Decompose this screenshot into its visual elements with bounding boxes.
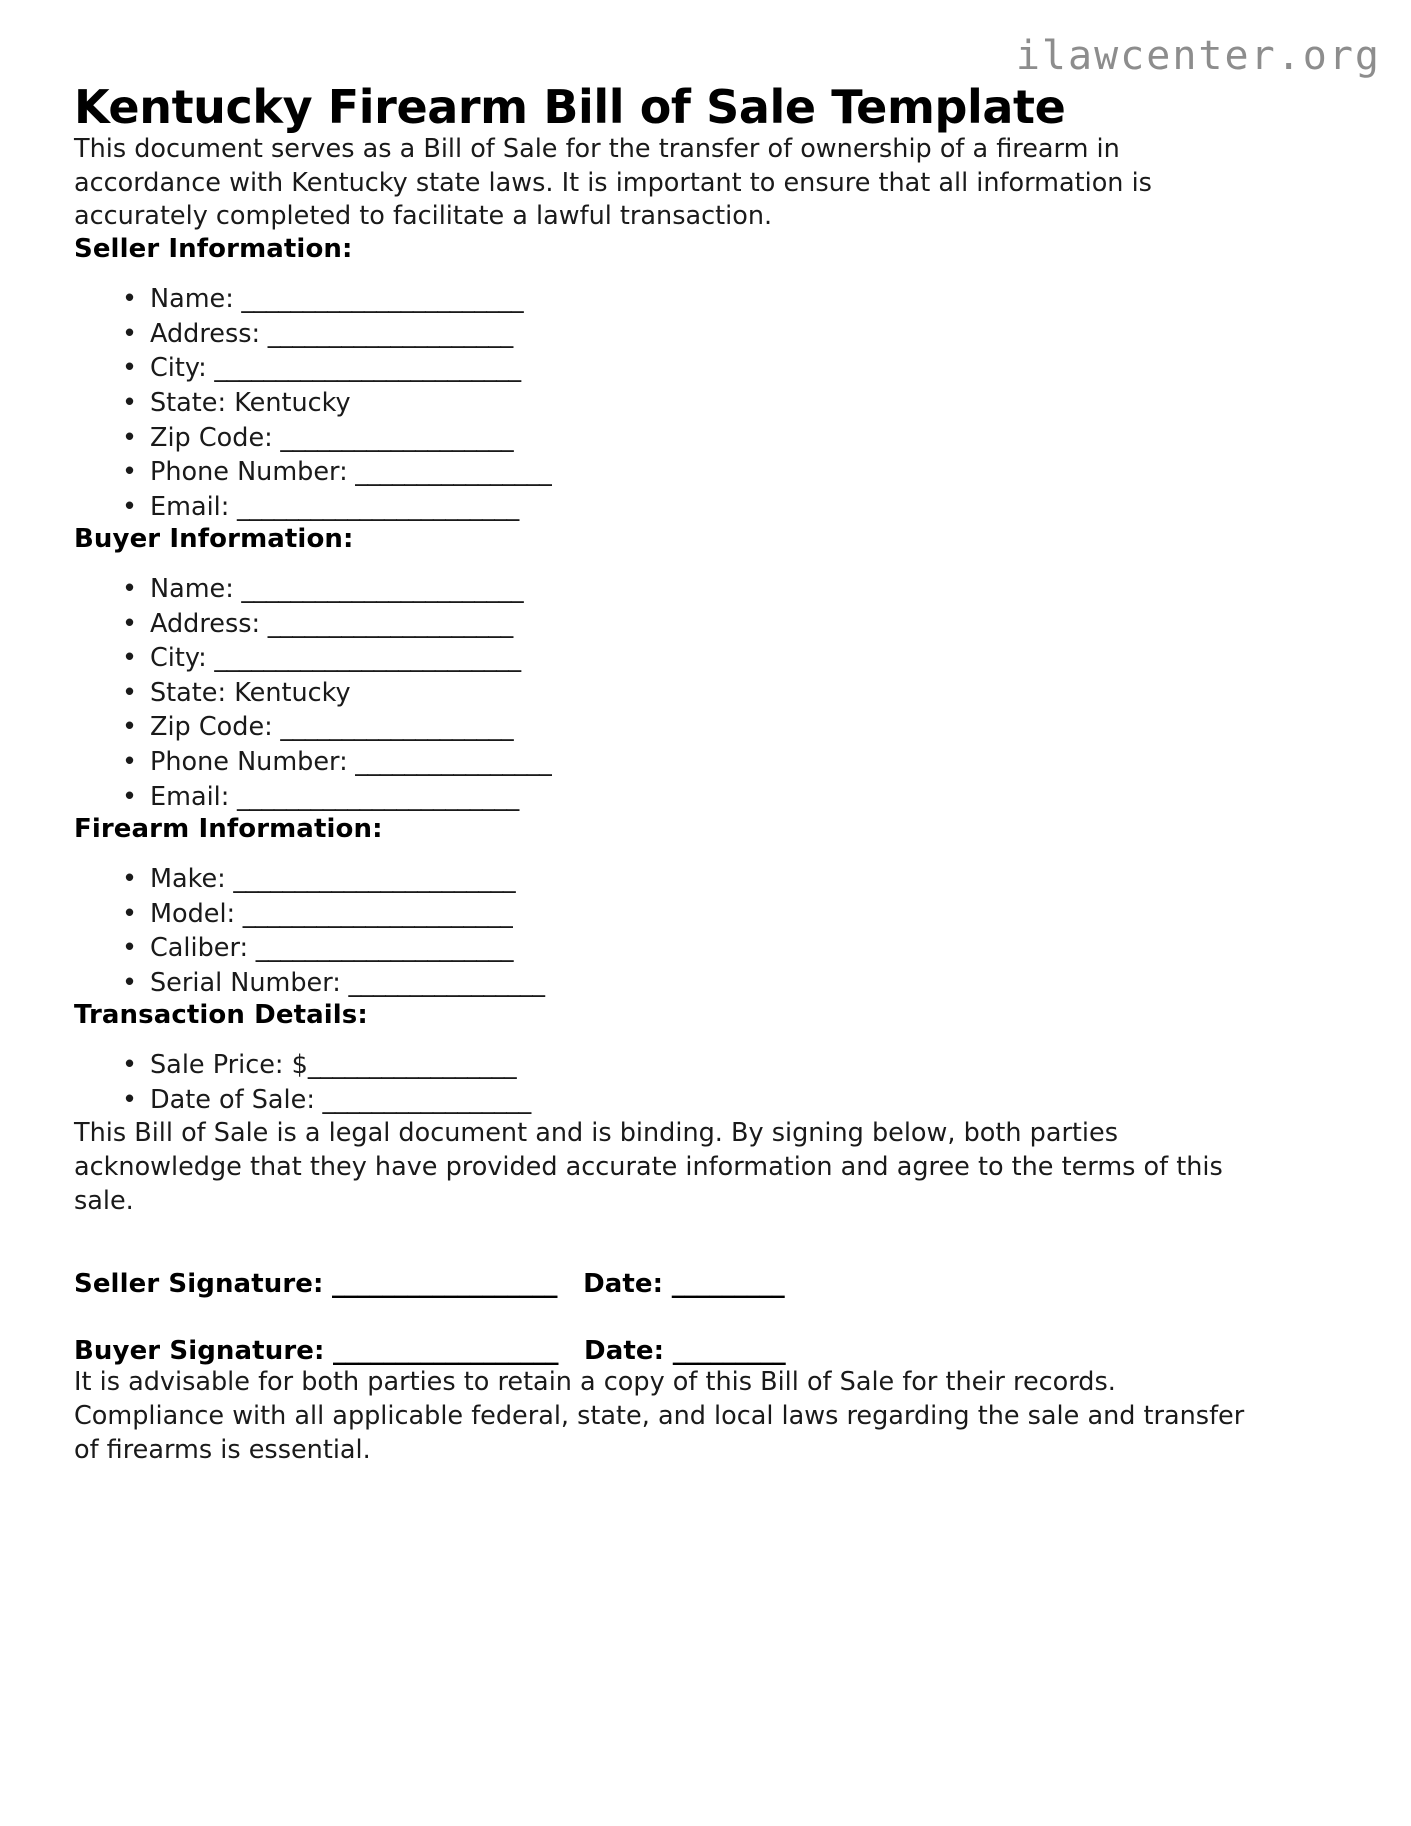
- list-item: [150, 897, 1337, 932]
- seller-signature-row: [74, 1269, 1337, 1299]
- field-blank[interactable]: ____________________: [260, 318, 513, 349]
- seller-signature-blank[interactable]: __________________: [323, 1269, 558, 1300]
- field-label: Caliber:: [150, 933, 249, 964]
- field-label: Model:: [150, 898, 236, 929]
- seller-field-list: [74, 282, 1337, 524]
- field-label: Sale Price: $: [150, 1050, 308, 1081]
- field-blank[interactable]: ______________________: [235, 898, 513, 929]
- list-item: [150, 710, 1337, 745]
- list-item: [150, 351, 1337, 386]
- field-blank[interactable]: _______________________: [233, 574, 524, 605]
- list-item: [150, 1048, 1337, 1083]
- buyer-field-list: [74, 572, 1337, 814]
- list-item: [150, 1083, 1337, 1118]
- field-blank[interactable]: _________________________: [206, 353, 521, 384]
- list-item: [150, 572, 1337, 607]
- buyer-date-label: Date:: [584, 1336, 665, 1367]
- firearm-field-list: [74, 862, 1337, 1000]
- list-item: [150, 607, 1337, 642]
- field-label: Address:: [150, 608, 261, 639]
- list-item: [150, 745, 1337, 780]
- field-blank[interactable]: _________________________: [206, 643, 521, 674]
- field-label: Zip Code:: [150, 422, 273, 453]
- buyer-signature-blank[interactable]: __________________: [324, 1336, 559, 1367]
- transaction-field-list: [74, 1048, 1337, 1117]
- field-blank[interactable]: ___________________: [272, 712, 514, 743]
- section-heading-firearm: Firearm Information:: [74, 814, 383, 845]
- field-blank[interactable]: ________________: [347, 457, 552, 488]
- field-label: Name:: [150, 574, 234, 605]
- intro-paragraph: This document serves as a Bill of Sale for the transfer of ownership of a firearm in accordance with Kentucky state laws. It is important to ensure that all information is accurately completed to facilitate a lawful transaction.: [74, 133, 1152, 232]
- field-label: City:: [150, 353, 207, 384]
- field-label: Serial Number:: [150, 967, 341, 998]
- buyer-signature-row: [74, 1336, 1337, 1366]
- list-item: [150, 676, 1337, 711]
- section-heading-seller: Seller Information:: [74, 234, 353, 265]
- list-item: [150, 455, 1337, 490]
- field-label: State: Kentucky: [150, 388, 351, 419]
- field-label: City:: [150, 643, 207, 674]
- field-label: Phone Number:: [150, 746, 348, 777]
- field-blank[interactable]: _______________________: [233, 284, 524, 315]
- list-item: [150, 780, 1337, 815]
- field-blank[interactable]: _________________: [307, 1050, 517, 1081]
- seller-date-blank[interactable]: _________: [663, 1269, 785, 1300]
- list-item: [150, 490, 1337, 525]
- field-label: Zip Code:: [150, 712, 273, 743]
- field-label: Address:: [150, 318, 261, 349]
- buyer-signature-label: Buyer Signature:: [74, 1336, 325, 1367]
- field-label: Name:: [150, 284, 234, 315]
- field-blank[interactable]: _______________________: [229, 781, 519, 812]
- list-item: [150, 386, 1337, 421]
- page-title: Kentucky Firearm Bill of Sale Template: [74, 80, 1066, 134]
- field-blank[interactable]: ____________________: [260, 608, 513, 639]
- field-blank[interactable]: _________________: [314, 1084, 531, 1115]
- field-blank[interactable]: ________________: [347, 746, 552, 777]
- closing-paragraph: It is advisable for both parties to retain a copy of this Bill of Sale for their records. Compliance with all applicable federal, state, and local laws regarding the sale and transfer of firearms is essential.: [74, 1367, 1245, 1465]
- buyer-date-blank[interactable]: _________: [664, 1336, 786, 1367]
- field-blank[interactable]: ________________: [340, 967, 545, 998]
- field-blank[interactable]: ___________________: [272, 422, 514, 453]
- field-label: State: Kentucky: [150, 677, 351, 708]
- field-label: Make:: [150, 864, 226, 895]
- seller-signature-label: Seller Signature:: [74, 1269, 324, 1300]
- field-label: Email:: [150, 491, 230, 522]
- field-blank[interactable]: _____________________: [248, 933, 513, 964]
- section-heading-buyer: Buyer Information:: [74, 524, 354, 555]
- field-blank[interactable]: _______________________: [225, 864, 516, 895]
- list-item: [150, 862, 1337, 897]
- list-item: [150, 282, 1337, 317]
- field-label: Date of Sale:: [150, 1084, 315, 1115]
- section-heading-transaction: Transaction Details:: [74, 1000, 368, 1031]
- list-item: [150, 931, 1337, 966]
- seller-date-label: Date:: [583, 1269, 664, 1300]
- field-label: Phone Number:: [150, 457, 348, 488]
- list-item: [150, 966, 1337, 1001]
- field-label: Email:: [150, 781, 230, 812]
- field-blank[interactable]: _______________________: [229, 491, 519, 522]
- site-watermark: ilawcenter.org: [1015, 33, 1381, 79]
- list-item: [150, 317, 1337, 352]
- list-item: [150, 641, 1337, 676]
- binding-paragraph: This Bill of Sale is a legal document and is binding. By signing below, both parties acknowledge that they have provided accurate information and agree to the terms of this sale.: [74, 1118, 1223, 1217]
- list-item: [150, 421, 1337, 456]
